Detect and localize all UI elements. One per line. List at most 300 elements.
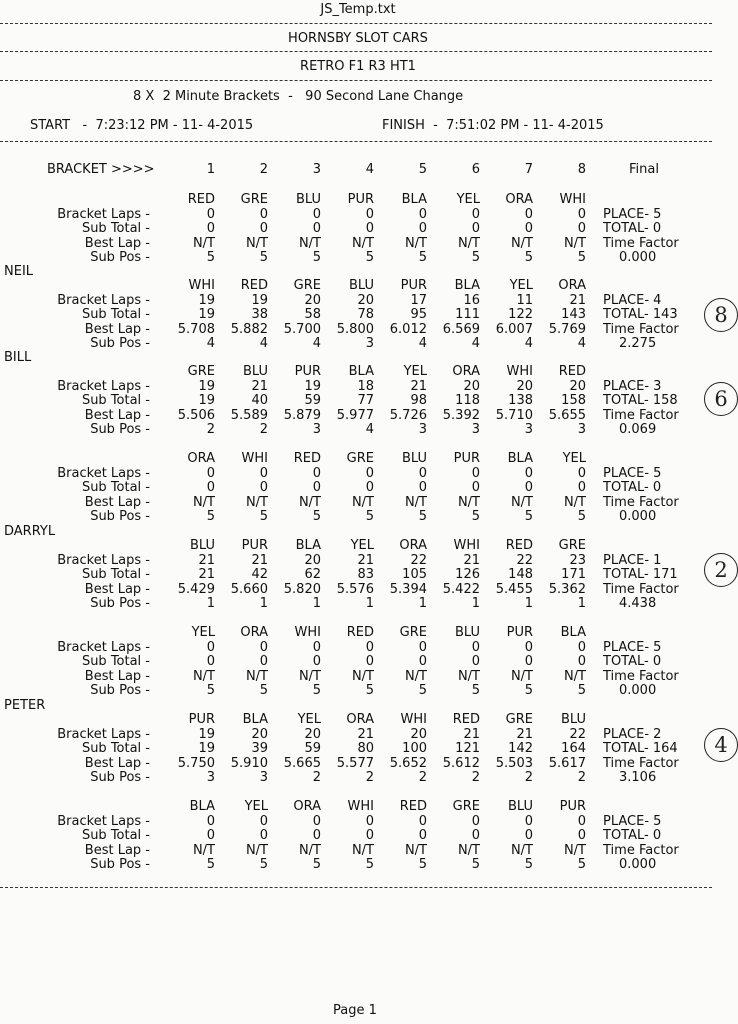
cell-laps: 22 [410,552,427,568]
time-factor-value: 4.438 [619,596,657,611]
cell-laps: 0 [206,206,215,222]
cell-lanes: BLA [242,712,268,727]
cell-best-lap: 5.708 [177,321,215,337]
club-name: HORNSBY SLOT CARS [288,31,428,46]
cell-lanes: RED [505,538,533,553]
cell-best-lap: N/T [351,494,374,510]
cell-sub-pos: 1 [577,596,586,611]
place: PLACE- 5 [603,465,662,481]
cell-lanes: BLA [295,538,321,553]
cell-best-lap: 5.612 [442,755,480,771]
handwritten-circled-number: 6 [704,382,738,416]
time-factor-label: Time Factor [603,842,679,858]
racer-name: NEIL [4,264,34,279]
cell-sub-pos: 5 [312,683,321,698]
finish-time: FINISH - 7:51:02 PM - 11- 4-2015 [382,118,604,133]
cell-lanes: BLA [560,625,586,640]
cell-sub-total: 98 [410,393,427,408]
place: PLACE- 2 [603,726,662,742]
cell-sub-total: 42 [251,567,268,582]
cell-best-lap: 5.977 [336,407,374,423]
cell-best-lap: 6.012 [389,321,427,337]
cell-lanes: BLU [189,538,215,553]
bracket-column-number: 6 [471,162,480,177]
place: PLACE- 5 [603,206,662,222]
cell-sub-total: 0 [471,480,480,495]
cell-lanes: PUR [400,278,427,293]
cell-lanes: YEL [244,799,268,814]
cell-sub-total: 59 [304,393,321,408]
cell-laps: 0 [471,813,480,829]
cell-best-lap: 5.910 [230,755,268,771]
cell-lanes: PUR [453,451,480,466]
cell-lanes: PUR [188,712,215,727]
cell-laps: 11 [516,292,533,308]
cell-laps: 0 [418,465,427,481]
cell-laps: 0 [524,465,533,481]
cell-sub-pos: 4 [524,336,533,351]
cell-sub-total: 58 [304,307,321,322]
cell-best-lap: 5.577 [336,755,374,771]
cell-best-lap: N/T [563,494,586,510]
cell-sub-pos: 1 [259,596,268,611]
cell-best-lap: 5.882 [230,321,268,337]
cell-sub-pos: 3 [365,336,374,351]
cell-lanes: WHI [400,712,427,727]
cell-lanes: YEL [403,364,427,379]
cell-sub-total: 0 [365,828,374,843]
cell-sub-pos: 5 [577,509,586,524]
cell-sub-pos: 5 [365,857,374,872]
cell-lanes: GRE [399,625,427,640]
time-factor-label: Time Factor [603,668,679,684]
total: TOTAL- 171 [603,567,678,582]
cell-laps: 21 [569,292,586,308]
cell-sub-total: 19 [198,307,215,322]
cell-sub-total: 0 [365,480,374,495]
place: PLACE- 5 [603,639,662,655]
cell-sub-total: 21 [198,567,215,582]
cell-sub-pos: 1 [471,596,480,611]
cell-laps: 0 [312,639,321,655]
cell-laps: 21 [198,552,215,568]
cell-best-lap: N/T [510,842,533,858]
cell-best-lap: 5.617 [548,755,586,771]
cell-laps: 16 [463,292,480,308]
cell-sub-pos: 5 [418,509,427,524]
cell-best-lap: N/T [404,494,427,510]
cell-sub-total: 0 [206,828,215,843]
row-label-best-lap: Best Lap - [84,842,150,858]
cell-laps: 0 [312,465,321,481]
cell-sub-pos: 5 [471,509,480,524]
cell-sub-total: 38 [251,307,268,322]
cell-sub-total: 0 [206,480,215,495]
cell-best-lap: 5.655 [548,407,586,423]
time-factor-label: Time Factor [603,235,679,251]
cell-sub-total: 0 [524,221,533,236]
row-label-laps: Bracket Laps - [57,292,150,308]
bracket-column-number: 8 [577,162,586,177]
cell-lanes: GRE [293,278,321,293]
row-label-laps: Bracket Laps - [57,465,150,481]
cell-best-lap: 5.589 [230,407,268,423]
cell-sub-total: 77 [357,393,374,408]
cell-laps: 21 [251,378,268,394]
cell-best-lap: N/T [563,235,586,251]
cell-sub-total: 0 [418,480,427,495]
cell-sub-pos: 1 [524,596,533,611]
time-factor-value: 0.000 [619,250,657,265]
cell-laps: 0 [524,206,533,222]
row-label-sub-total: Sub Total - [81,828,150,843]
cell-lanes: BLA [189,799,215,814]
cell-best-lap: N/T [351,842,374,858]
cell-best-lap: 5.665 [283,755,321,771]
cell-best-lap: N/T [457,494,480,510]
row-label-laps: Bracket Laps - [57,378,150,394]
place: PLACE- 4 [603,292,662,308]
cell-lanes: ORA [399,538,427,553]
cell-sub-total: 0 [471,221,480,236]
cell-best-lap: 5.700 [283,321,321,337]
cell-sub-pos: 2 [471,770,480,785]
cell-best-lap: N/T [351,235,374,251]
cell-laps: 0 [312,206,321,222]
cell-lanes: BLU [401,451,427,466]
row-label-laps: Bracket Laps - [57,726,150,742]
row-label-best-lap: Best Lap - [84,755,150,771]
time-factor-value: 0.000 [619,683,657,698]
cell-lanes: RED [240,278,268,293]
cell-sub-pos: 3 [577,422,586,437]
cell-laps: 0 [577,206,586,222]
cell-best-lap: 5.710 [495,407,533,423]
cell-laps: 21 [251,552,268,568]
cell-laps: 0 [418,206,427,222]
cell-laps: 19 [198,378,215,394]
cell-sub-total: 0 [524,654,533,669]
cell-sub-total: 40 [251,393,268,408]
cell-best-lap: 5.392 [442,407,480,423]
cell-lanes: BLA [401,192,427,207]
cell-laps: 21 [357,552,374,568]
cell-best-lap: N/T [563,842,586,858]
event-name: RETRO F1 R3 HT1 [300,59,416,74]
place: PLACE- 1 [603,552,662,568]
cell-sub-total: 83 [357,567,374,582]
cell-best-lap: N/T [351,668,374,684]
cell-best-lap: 5.455 [495,581,533,597]
cell-lanes: PUR [294,364,321,379]
cell-laps: 21 [463,726,480,742]
cell-sub-pos: 3 [418,422,427,437]
row-label-best-lap: Best Lap - [84,581,150,597]
cell-lanes: YEL [456,192,480,207]
divider [0,80,712,81]
cell-best-lap: 5.503 [495,755,533,771]
cell-lanes: BLU [507,799,533,814]
cell-lanes: PUR [347,192,374,207]
bracket-column-number: 7 [524,162,533,177]
cell-lanes: WHI [347,799,374,814]
cell-sub-total: 62 [304,567,321,582]
cell-sub-pos: 5 [524,250,533,265]
cell-laps: 18 [357,378,374,394]
cell-sub-total: 0 [577,480,586,495]
cell-laps: 0 [365,206,374,222]
cell-best-lap: N/T [245,494,268,510]
cell-sub-pos: 5 [524,683,533,698]
cell-best-lap: 6.007 [495,321,533,337]
row-label-laps: Bracket Laps - [57,813,150,829]
cell-sub-pos: 5 [312,250,321,265]
cell-sub-total: 122 [508,307,533,322]
cell-lanes: BLA [454,278,480,293]
cell-laps: 22 [516,552,533,568]
time-factor-label: Time Factor [603,321,679,337]
total: TOTAL- 164 [603,741,678,756]
cell-sub-pos: 4 [577,336,586,351]
cell-lanes: GRE [505,712,533,727]
cell-sub-pos: 3 [259,770,268,785]
racer-name: PETER [4,698,46,713]
cell-sub-total: 0 [259,221,268,236]
cell-sub-pos: 5 [365,250,374,265]
row-label-sub-total: Sub Total - [81,393,150,408]
cell-lanes: BLA [507,451,533,466]
cell-lanes: WHI [188,278,215,293]
cell-laps: 0 [524,639,533,655]
cell-sub-pos: 2 [312,770,321,785]
cell-lanes: YEL [191,625,215,640]
time-factor-label: Time Factor [603,581,679,597]
cell-lanes: WHI [559,192,586,207]
divider [0,23,712,24]
time-factor-value: 0.069 [619,422,657,437]
cell-lanes: YEL [297,712,321,727]
row-label-sub-total: Sub Total - [81,307,150,322]
cell-sub-pos: 5 [259,857,268,872]
cell-sub-pos: 2 [524,770,533,785]
cell-laps: 0 [418,813,427,829]
cell-laps: 0 [206,813,215,829]
handwritten-circled-number: 4 [704,728,738,762]
cell-sub-pos: 2 [577,770,586,785]
cell-best-lap: 5.660 [230,581,268,597]
cell-sub-total: 143 [561,307,586,322]
cell-best-lap: 5.394 [389,581,427,597]
cell-lanes: GRE [452,799,480,814]
cell-sub-total: 100 [402,741,427,756]
cell-best-lap: N/T [192,842,215,858]
cell-sub-total: 0 [524,480,533,495]
cell-sub-total: 19 [198,393,215,408]
cell-sub-pos: 4 [259,336,268,351]
cell-laps: 0 [259,813,268,829]
start-time: START - 7:23:12 PM - 11- 4-2015 [30,118,254,133]
cell-sub-total: 164 [561,741,586,756]
total: TOTAL- 0 [603,654,662,669]
cell-sub-pos: 5 [365,509,374,524]
cell-lanes: WHI [453,538,480,553]
cell-sub-total: 0 [577,654,586,669]
cell-sub-total: 0 [365,654,374,669]
cell-sub-total: 121 [455,741,480,756]
cell-best-lap: 5.769 [548,321,586,337]
time-factor-label: Time Factor [603,407,679,423]
cell-best-lap: 5.820 [283,581,321,597]
row-label-best-lap: Best Lap - [84,494,150,510]
cell-laps: 19 [198,292,215,308]
cell-best-lap: N/T [298,842,321,858]
total: TOTAL- 0 [603,221,662,236]
cell-laps: 20 [410,726,427,742]
cell-laps: 19 [304,378,321,394]
row-label-sub-pos: Sub Pos - [90,250,150,265]
cell-sub-total: 0 [365,221,374,236]
cell-sub-total: 138 [508,393,533,408]
cell-sub-pos: 1 [365,596,374,611]
cell-best-lap: N/T [510,235,533,251]
cell-sub-pos: 5 [206,250,215,265]
cell-lanes: RED [187,192,215,207]
cell-laps: 20 [304,292,321,308]
cell-sub-total: 171 [561,567,586,582]
cell-sub-total: 0 [418,654,427,669]
cell-sub-pos: 5 [365,683,374,698]
cell-lanes: RED [452,712,480,727]
cell-best-lap: 5.800 [336,321,374,337]
row-label-sub-total: Sub Total - [81,741,150,756]
cell-best-lap: 5.576 [336,581,374,597]
cell-sub-pos: 2 [206,422,215,437]
cell-sub-total: 0 [206,654,215,669]
cell-lanes: BLU [295,192,321,207]
cell-laps: 0 [206,639,215,655]
cell-sub-total: 0 [312,480,321,495]
total: TOTAL- 0 [603,828,662,843]
cell-sub-pos: 3 [206,770,215,785]
cell-lanes: WHI [241,451,268,466]
cell-sub-pos: 2 [259,422,268,437]
cell-best-lap: 5.726 [389,407,427,423]
cell-best-lap: N/T [404,235,427,251]
cell-sub-total: 0 [259,654,268,669]
cell-best-lap: N/T [298,668,321,684]
cell-laps: 0 [206,465,215,481]
cell-sub-total: 0 [312,221,321,236]
cell-sub-total: 78 [357,307,374,322]
cell-laps: 22 [569,726,586,742]
cell-laps: 0 [365,639,374,655]
bracket-label: BRACKET >>>> [47,162,155,177]
racer-name: DARRYL [4,524,56,539]
time-factor-value: 0.000 [619,857,657,872]
cell-laps: 0 [577,813,586,829]
cell-sub-pos: 5 [312,857,321,872]
cell-lanes: PUR [559,799,586,814]
cell-sub-total: 0 [577,221,586,236]
cell-sub-pos: 5 [577,683,586,698]
cell-lanes: RED [399,799,427,814]
cell-best-lap: N/T [457,668,480,684]
racer-name: BILL [4,350,32,365]
cell-sub-pos: 5 [259,250,268,265]
cell-sub-total: 0 [577,828,586,843]
place: PLACE- 3 [603,378,662,394]
cell-sub-total: 126 [455,567,480,582]
cell-lanes: BLU [242,364,268,379]
cell-sub-pos: 4 [418,336,427,351]
cell-sub-pos: 4 [206,336,215,351]
row-label-sub-pos: Sub Pos - [90,857,150,872]
cell-lanes: ORA [558,278,586,293]
cell-sub-total: 95 [410,307,427,322]
row-label-sub-pos: Sub Pos - [90,422,150,437]
cell-laps: 21 [516,726,533,742]
cell-lanes: ORA [240,625,268,640]
cell-best-lap: 6.569 [442,321,480,337]
cell-best-lap: 5.422 [442,581,480,597]
cell-sub-total: 105 [402,567,427,582]
cell-sub-total: 0 [206,221,215,236]
bracket-column-number: 2 [259,162,268,177]
cell-sub-pos: 1 [312,596,321,611]
divider [0,141,712,142]
cell-lanes: BLU [454,625,480,640]
cell-lanes: BLU [560,712,586,727]
cell-laps: 21 [410,378,427,394]
cell-best-lap: N/T [192,494,215,510]
cell-laps: 20 [463,378,480,394]
time-factor-value: 0.000 [619,509,657,524]
cell-lanes: ORA [505,192,533,207]
cell-laps: 20 [304,552,321,568]
cell-best-lap: N/T [457,842,480,858]
cell-laps: 0 [577,639,586,655]
row-label-sub-total: Sub Total - [81,567,150,582]
cell-laps: 0 [471,206,480,222]
row-label-sub-pos: Sub Pos - [90,770,150,785]
row-label-laps: Bracket Laps - [57,639,150,655]
handwritten-circled-number: 8 [704,298,738,332]
cell-best-lap: N/T [563,668,586,684]
row-label-sub-total: Sub Total - [81,480,150,495]
divider [0,887,712,888]
cell-lanes: ORA [293,799,321,814]
cell-best-lap: N/T [245,235,268,251]
cell-lanes: GRE [240,192,268,207]
cell-sub-pos: 3 [524,422,533,437]
cell-laps: 0 [418,639,427,655]
cell-best-lap: 5.879 [283,407,321,423]
cell-laps: 0 [365,813,374,829]
cell-sub-pos: 5 [471,857,480,872]
cell-best-lap: N/T [510,668,533,684]
cell-lanes: YEL [509,278,533,293]
cell-laps: 20 [569,378,586,394]
cell-sub-pos: 5 [418,250,427,265]
cell-laps: 19 [251,292,268,308]
cell-sub-pos: 5 [524,857,533,872]
cell-sub-pos: 5 [206,509,215,524]
cell-laps: 20 [357,292,374,308]
cell-sub-pos: 3 [312,422,321,437]
total: TOTAL- 143 [603,307,678,322]
cell-best-lap: N/T [192,668,215,684]
cell-sub-pos: 5 [259,683,268,698]
